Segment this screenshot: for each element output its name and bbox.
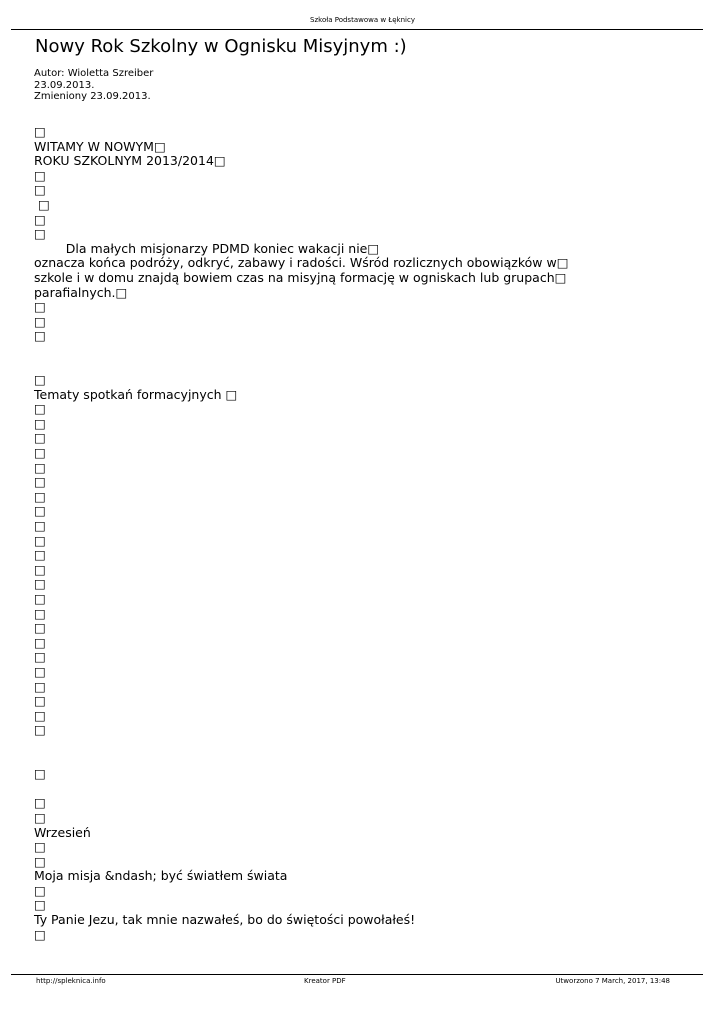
body-line: □ [34, 897, 46, 913]
body-line: □ [34, 532, 46, 548]
footer-generator: Kreator PDF [304, 977, 346, 985]
body-line: □ [34, 853, 46, 869]
article-date: 23.09.2013. [34, 79, 95, 91]
footer-divider [11, 974, 703, 975]
body-line: □ [34, 226, 46, 242]
article-modified: Zmieniony 23.09.2013. [34, 91, 151, 102]
article-meta [34, 68, 153, 103]
body-line: □ [34, 474, 46, 490]
body-line: ROKU SZKOLNYM 2013/2014□ [34, 153, 226, 169]
body-line: □ [34, 503, 46, 519]
body-line: Ty Panie Jezu, tak mnie nazwałeś, bo do świętości powołałeś! [34, 912, 416, 928]
body-line [34, 359, 694, 374]
body-line: □ [34, 809, 46, 825]
body-line: □ [34, 795, 46, 811]
body-line: szkole i w domu znajdą bowiem czas na misyjną formację w ogniskach lub grupach□ [34, 269, 567, 285]
body-line [34, 738, 694, 753]
body-line: □ [34, 328, 46, 344]
body-line: □ [34, 766, 46, 782]
body-line: Moja misja &ndash; być światłem świata [34, 868, 288, 884]
body-line [34, 344, 694, 359]
body-line: □ [34, 401, 46, 417]
body-line: □ [34, 576, 46, 592]
body-line [34, 782, 694, 797]
body-line: WITAMY W NOWYM□ [34, 138, 166, 154]
body-line: □ [34, 547, 46, 563]
body-line: □ [34, 722, 46, 738]
body-line: □ [34, 634, 46, 650]
body-line: □ [34, 430, 46, 446]
body-line: □ [34, 926, 46, 942]
body-line: □ [34, 882, 46, 898]
header-divider [11, 29, 703, 30]
body-line: □ [34, 182, 46, 198]
page-header [0, 15, 725, 25]
body-line: □ [34, 561, 46, 577]
article-body [34, 125, 694, 942]
body-line: □ [34, 167, 46, 183]
body-line: □ [34, 488, 46, 504]
body-line: □ [34, 605, 46, 621]
body-line: □ [34, 124, 46, 139]
footer-url[interactable]: http://spleknica.info [36, 977, 106, 985]
article-title: Nowy Rok Szkolny w Ognisku Misyjnym :) [35, 36, 407, 57]
body-line: □ [34, 663, 46, 679]
body-line: □ [34, 196, 50, 212]
body-line: parafialnych.□ [34, 284, 128, 300]
body-line: □ [34, 839, 46, 855]
body-line: □ [34, 620, 46, 636]
body-line: □ [34, 591, 46, 606]
article-author: Autor: Wioletta Szreiber [34, 68, 154, 79]
body-line: Wrzesień [34, 824, 91, 840]
body-line: □ [34, 693, 46, 709]
body-line: □ [34, 445, 46, 461]
site-name: Szkoła Podstawowa w Łęknicy [310, 16, 415, 24]
body-line: □ [34, 518, 46, 534]
body-line: oznacza końca podróży, odkryć, zabawy i radości. Wśród rozlicznych obowiązków w□ [34, 255, 569, 271]
body-line: □ [34, 459, 46, 475]
body-line: □ [34, 707, 46, 723]
body-line: □ [34, 299, 46, 315]
body-line: □ [34, 372, 46, 388]
body-line: □ [34, 678, 46, 694]
footer-created: Utworzono 7 March, 2017, 13:48 [555, 977, 670, 985]
body-line: □ [34, 313, 46, 329]
body-line [34, 753, 694, 768]
body-line: □ [34, 211, 46, 227]
body-line: □ [34, 649, 46, 665]
body-line: Dla małych misjonarzy PDMD koniec wakacji nie□ [34, 240, 380, 256]
body-line: □ [34, 415, 46, 431]
body-line: Tematy spotkań formacyjnych □ [34, 386, 238, 402]
